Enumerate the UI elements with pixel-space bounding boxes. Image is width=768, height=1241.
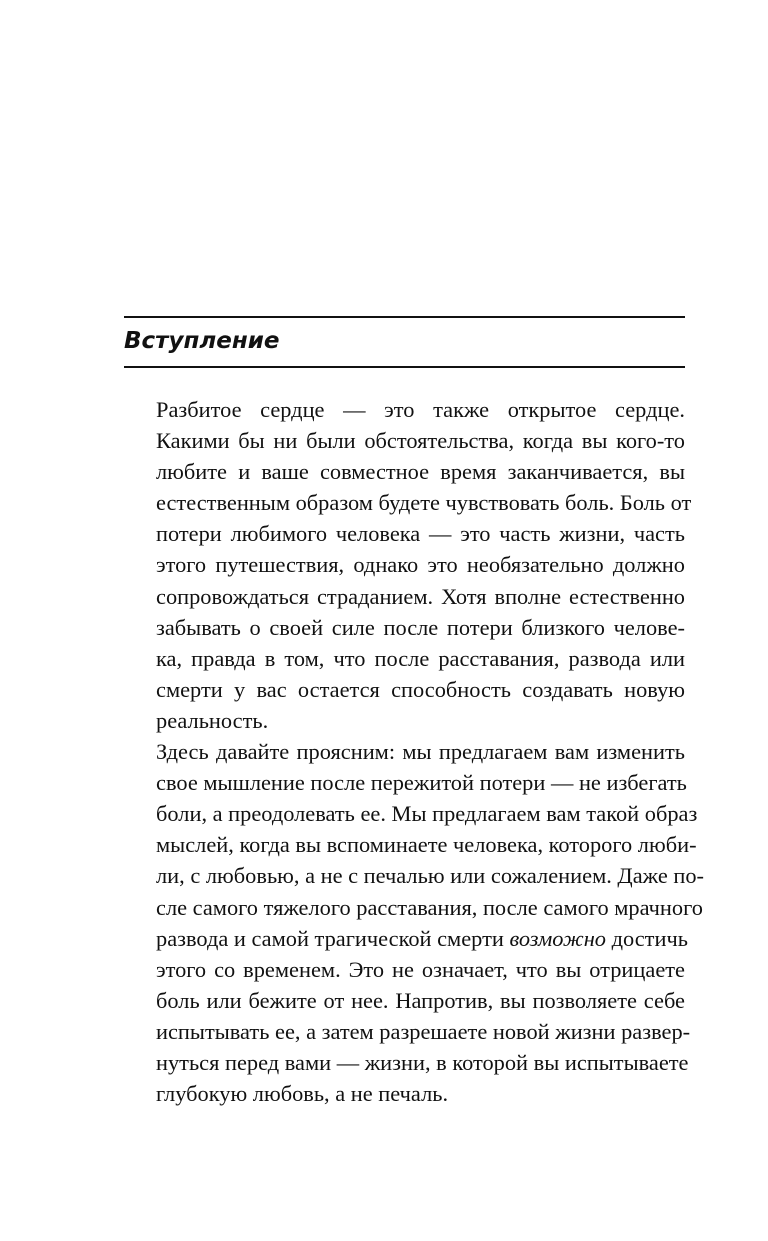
- text-line: боль или бежите от нее. Напротив, вы позволяете себе: [156, 987, 685, 1013]
- paragraph-1: [124, 394, 692, 736]
- text-line: реальность.: [156, 707, 269, 733]
- text-line: Разбитое сердце — это также открытое сердце.: [156, 397, 685, 422]
- body-text: [124, 394, 704, 1109]
- text-line: естественным образом будете чувствовать боль. Боль от: [156, 490, 692, 516]
- text-fragment: достичь: [606, 925, 688, 951]
- text-line: Какими бы ни были обстоятельства, когда вы кого-то: [156, 428, 685, 454]
- text-fragment: развода и самой трагической смерти: [156, 925, 510, 951]
- paragraph-2: [124, 736, 704, 1109]
- text-line: Здесь давайте проясним: мы предлагаем вам изменить: [156, 739, 685, 765]
- text-line: смерти у вас остается способность создавать новую: [156, 676, 685, 702]
- text-line: глубокую любовь, а не печаль.: [156, 1081, 449, 1107]
- text-line: нуться перед вами — жизни, в которой вы испытываете: [156, 1049, 689, 1075]
- text-line-with-emphasis: [124, 923, 688, 954]
- text-line: потери любимого человека — это часть жизни, часть: [156, 521, 685, 547]
- text-line: сле самого тяжелого расставания, после самого мрачного: [156, 894, 703, 920]
- text-line: свое мышление после пережитой потери — не избегать: [156, 770, 687, 796]
- text-line: этого путешествия, однако это необязательно должно: [156, 552, 685, 578]
- emphasis-word: возможно: [509, 925, 606, 951]
- text-line: ка, правда в том, что после расставания, развода или: [156, 645, 685, 671]
- text-line: любите и ваше совместное время заканчивается, вы: [156, 459, 685, 485]
- text-line: ли, с любовью, а не с печалью или сожалением. Даже по-: [156, 863, 704, 889]
- text-line: забывать о своей силе после потери близкого челове-: [156, 614, 685, 640]
- top-rule: [124, 316, 685, 318]
- text-line: этого со временем. Это не означает, что вы отрицаете: [156, 956, 685, 982]
- text-line: сопровождаться страданием. Хотя вполне естественно: [156, 583, 685, 609]
- bottom-rule: [124, 366, 685, 368]
- chapter-header: [124, 316, 685, 368]
- chapter-title: Вступление: [124, 328, 280, 354]
- text-line: боли, а преодолевать ее. Мы предлагаем вам такой образ: [156, 801, 698, 827]
- text-line: мыслей, когда вы вспоминаете человека, которого люби-: [156, 832, 697, 858]
- text-line: испытывать ее, а затем разрешаете новой жизни развер-: [156, 1018, 691, 1044]
